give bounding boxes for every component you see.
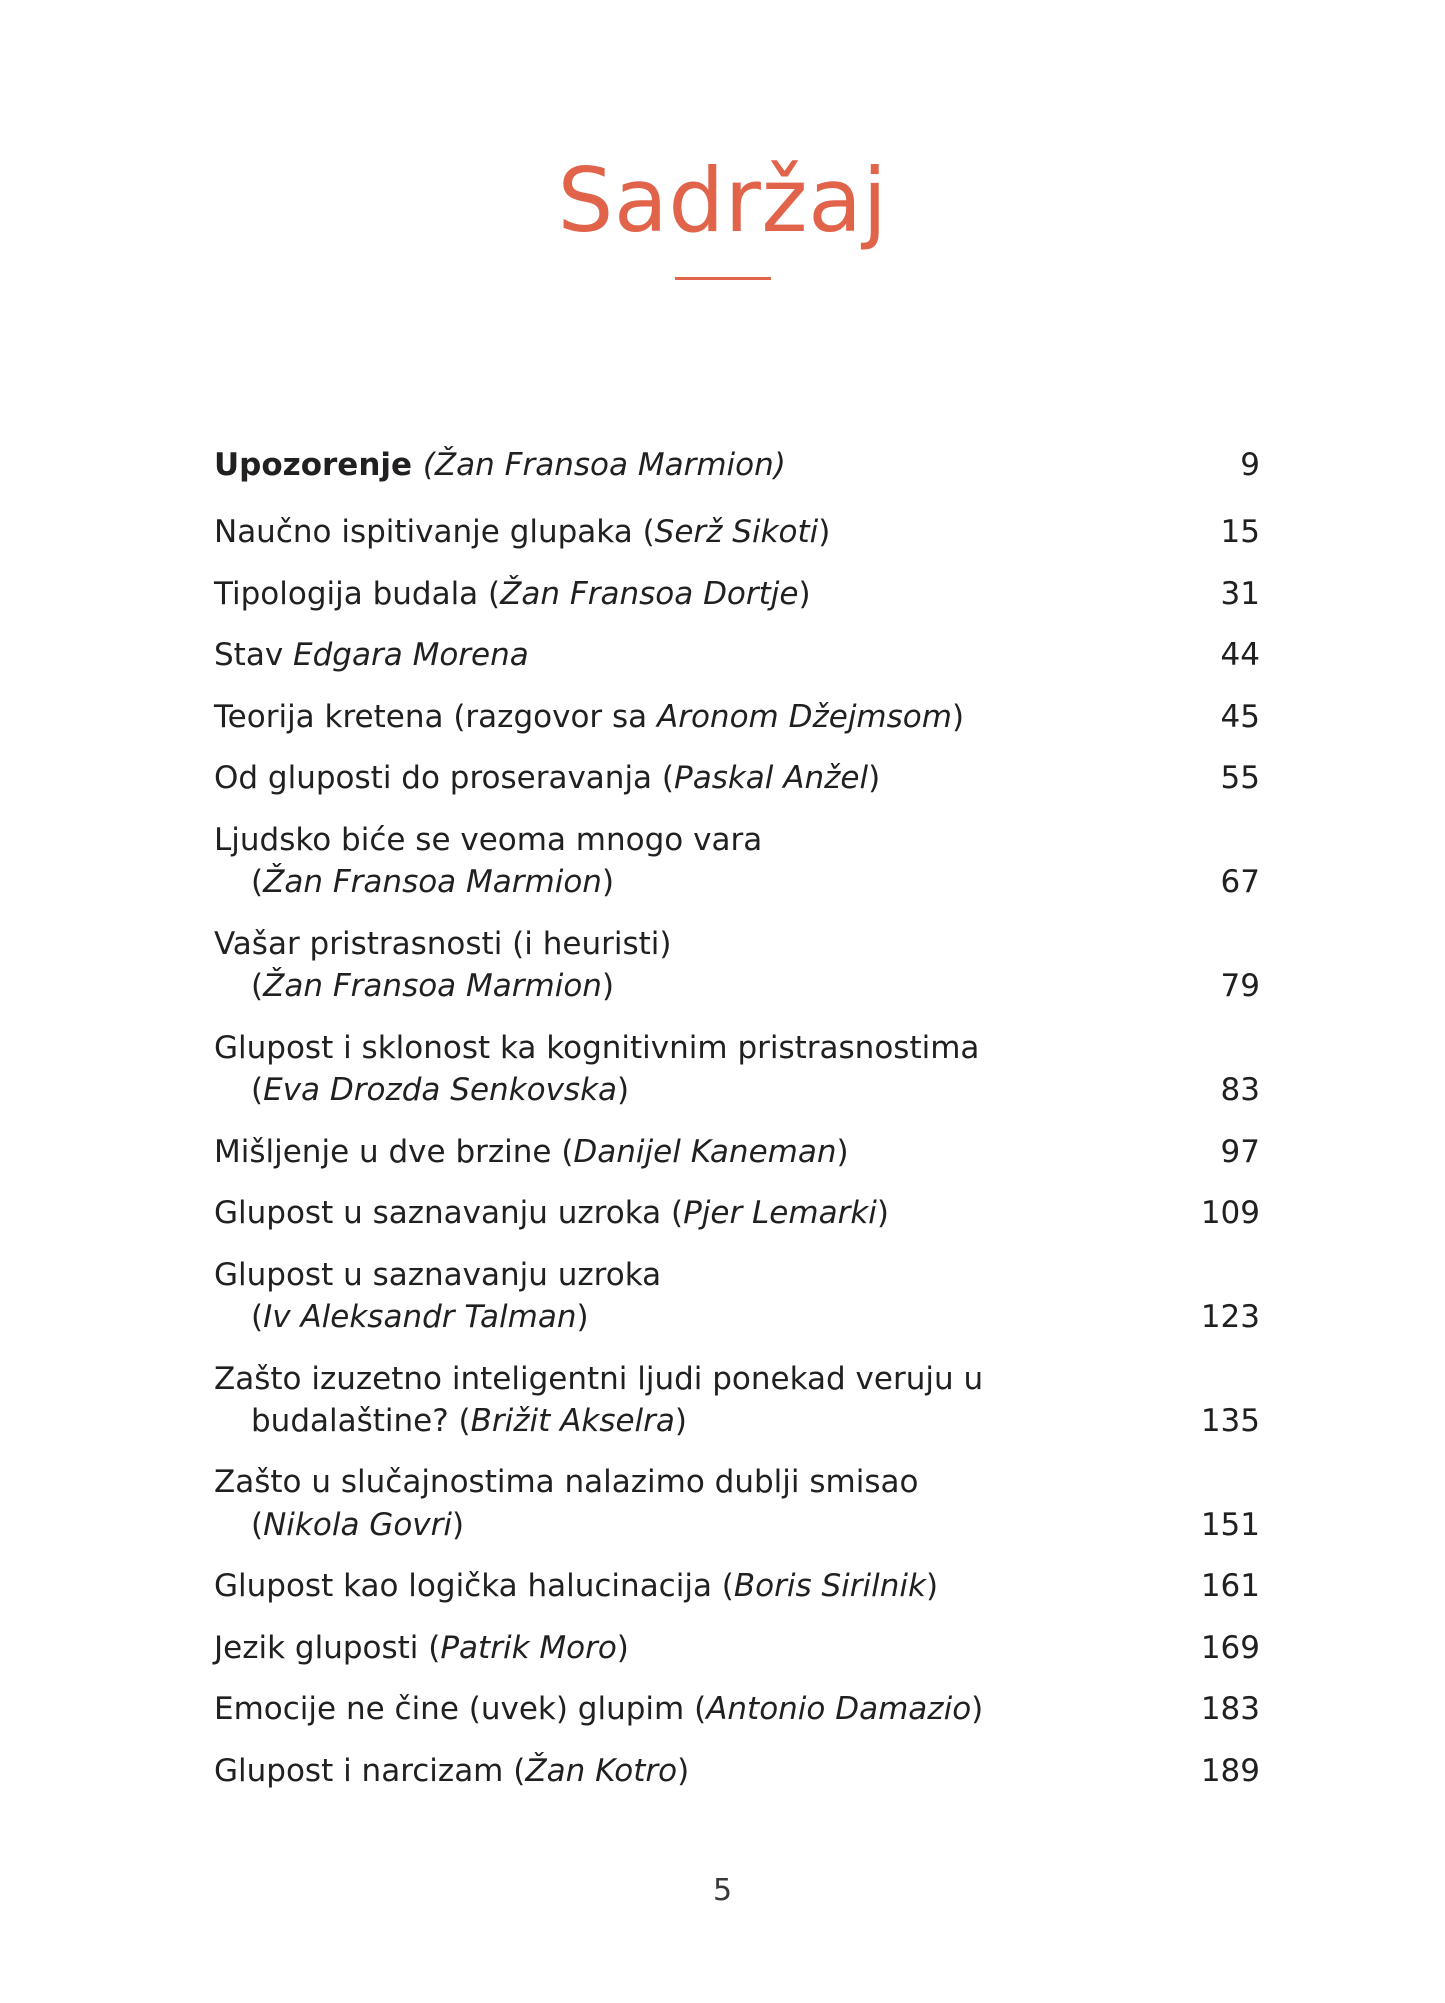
toc-entry-author: Eva Drozda Senkovska: [263, 1072, 618, 1109]
toc-entry-page-number: 9: [1240, 447, 1260, 483]
toc-entry[interactable]: [214, 511, 1260, 553]
toc-entry-title: [214, 1688, 1260, 1730]
toc-entry-author: Nikola Govri: [263, 1506, 452, 1543]
toc-entry-author: Brižit Akselra: [470, 1402, 675, 1439]
toc-entry-author: Paskal Anžel: [674, 760, 869, 797]
toc-entry-title: [214, 511, 1260, 553]
toc-entry-text: budalaštine? (: [251, 1402, 471, 1439]
title-divider: [675, 277, 771, 280]
toc-entry-author: Žan Fransoa Marmion: [263, 864, 602, 901]
toc-entry-line-continued: [214, 1504, 1090, 1546]
toc-entry-page-number: 151: [1200, 1506, 1260, 1543]
page-title: Sadržaj: [557, 149, 888, 252]
toc-entry-text: Glupost i narcizam (: [214, 1752, 526, 1789]
toc-entry-line: [214, 1134, 849, 1170]
toc-entry[interactable]: [214, 1358, 1260, 1443]
toc-entry-page-number: 79: [1220, 968, 1260, 1005]
toc-entry-title: [214, 634, 1260, 676]
toc-entry-line: [214, 1464, 918, 1500]
toc-entry[interactable]: [214, 634, 1260, 676]
toc-entry-line: [214, 1691, 983, 1727]
toc-entry-title: [214, 573, 1260, 615]
toc-entry-text: Upozorenje: [214, 447, 423, 483]
toc-entry-page-number: 189: [1200, 1752, 1260, 1789]
toc-entry-author: Boris Sirilnik: [733, 1568, 926, 1605]
toc-entry-line: [214, 447, 786, 483]
toc-entry-text: ): [818, 514, 831, 551]
toc-entry[interactable]: [214, 923, 1260, 1008]
toc-entry[interactable]: [214, 1192, 1260, 1234]
page-footer: [0, 1873, 1445, 1908]
toc-entry-author: Antonio Damazio: [706, 1691, 972, 1728]
toc-entry-text: Jezik gluposti (: [214, 1629, 441, 1666]
toc-entry-text: Glupost kao logička halucinacija (: [214, 1568, 734, 1605]
toc-entry-text: ): [617, 1072, 630, 1109]
toc-entry-title: [214, 819, 1260, 904]
toc-entry-text: ): [616, 1629, 629, 1666]
toc-entry-text: ): [971, 1691, 984, 1728]
toc-entry-line: [214, 1753, 689, 1789]
toc-entry-text: ): [951, 698, 965, 735]
toc-entry-line: [214, 760, 880, 796]
toc-entry-title: [214, 1358, 1260, 1443]
toc-entry-text: Ljudsko biće se veoma mnogo vara: [214, 821, 763, 858]
toc-entry-text: ): [798, 575, 811, 612]
toc-entry-text: Zašto izuzetno inteligentni ljudi ponekad veruju u: [214, 1360, 984, 1397]
toc-entry-page-number: 44: [1220, 637, 1260, 674]
toc-entry[interactable]: [214, 757, 1260, 799]
toc-entry-page-number: 109: [1200, 1195, 1260, 1232]
toc-entry-line: [214, 1030, 979, 1066]
toc-entry-page-number: 31: [1220, 575, 1260, 612]
toc-entry-text: (: [251, 968, 264, 1005]
toc-entry-title: [214, 1027, 1260, 1112]
toc-entry-page-number: 55: [1220, 760, 1260, 797]
toc-entry-text: ): [925, 1568, 939, 1605]
toc-entry-author: Iv Aleksandr Talman: [263, 1299, 577, 1336]
toc-entry-page-number: 169: [1200, 1629, 1260, 1666]
toc-entry-text: (: [251, 1506, 264, 1543]
toc-entry[interactable]: [214, 1688, 1260, 1730]
toc-entry-title: [214, 1254, 1260, 1339]
toc-entry-text: Od gluposti do proseravanja (: [214, 760, 675, 797]
toc-entry-line: [214, 576, 811, 612]
toc-entry-author: Žan Fransoa Marmion: [263, 968, 602, 1005]
toc-entry[interactable]: [214, 819, 1260, 904]
footer-page-number: 5: [712, 1873, 733, 1908]
toc-entry-text: (: [251, 1299, 264, 1336]
toc-entry[interactable]: [214, 1254, 1260, 1339]
toc-entry-page-number: 183: [1200, 1691, 1260, 1728]
toc-entry[interactable]: [214, 1627, 1260, 1669]
toc-entry-text: Emocije ne čine (uvek) glupim (: [214, 1691, 707, 1728]
toc-entry-page-number: 135: [1200, 1402, 1260, 1439]
toc-entry-text: ): [601, 864, 615, 901]
toc-entry-text: Glupost i sklonost ka kognitivnim pristrasnostima: [214, 1029, 980, 1066]
toc-entry-author: Pjer Lemarki: [683, 1195, 877, 1232]
toc-entry-text: Glupost u saznavanju uzroka: [214, 1256, 662, 1293]
toc-entry-text: Glupost u saznavanju uzroka (: [214, 1195, 684, 1232]
title-block: [0, 149, 1445, 280]
toc-entry-title: [214, 1627, 1260, 1669]
toc-entry-text: Vašar pristrasnosti (i heuristi): [214, 925, 672, 962]
toc-entry-title: [214, 1192, 1260, 1234]
toc-entry-title: [214, 757, 1260, 799]
toc-entry-title: [214, 1750, 1260, 1792]
toc-entry-page-number: 123: [1200, 1299, 1260, 1336]
toc-entry-title: [214, 444, 1260, 486]
toc-entry-line-continued: [214, 1400, 1090, 1442]
toc-entry-text: (: [251, 1072, 264, 1109]
toc-entry-text: ): [674, 1402, 688, 1439]
toc-entry-text: Teorija kretena (razgovor sa: [214, 698, 658, 735]
toc-entry-line-continued: [214, 1069, 1090, 1111]
toc-entry-text: Tipologija budala (: [214, 575, 501, 612]
toc-entry-line-continued: [214, 1296, 1090, 1338]
toc-entry-line: [214, 926, 671, 962]
toc-entry-line: [214, 822, 762, 858]
toc-entry-page-number: 161: [1200, 1568, 1260, 1605]
toc-entry-page-number: 45: [1220, 698, 1260, 735]
toc-entry-author: Patrik Moro: [440, 1629, 617, 1666]
toc-entry-text: Zašto u slučajnostima nalazimo dublji smisao: [214, 1464, 919, 1501]
toc-entry-line-continued: [214, 861, 1090, 903]
toc-entry[interactable]: [214, 444, 1260, 486]
toc-entry-page-number: 67: [1220, 864, 1260, 901]
toc-entry-text: ): [677, 1752, 690, 1789]
toc-entry-line: [214, 1195, 889, 1231]
toc-entry-text: (: [251, 864, 264, 901]
toc-entry-line: [214, 699, 964, 735]
toc-entry[interactable]: [214, 1461, 1260, 1546]
toc-entry-text: ): [876, 1195, 889, 1232]
toc-entry-title: [214, 1461, 1260, 1546]
toc-entry-line: [214, 514, 830, 550]
toc-entry-title: [214, 1565, 1260, 1607]
toc-entry-text: ): [601, 968, 615, 1005]
toc-entry-author: Aronom Džejmsom: [657, 698, 952, 735]
toc-entry-page-number: 83: [1220, 1072, 1260, 1109]
toc-entry-line: [214, 1257, 661, 1293]
toc-entry-text: ): [868, 760, 881, 797]
toc-entry-text: ): [576, 1299, 589, 1336]
toc-entry-line-continued: [214, 965, 1090, 1007]
toc-entry-line: [214, 1568, 938, 1604]
toc-entry-author: Edgara Morena: [293, 637, 529, 674]
toc-entry-author: Žan Kotro: [525, 1752, 678, 1789]
toc-entry-author: Žan Fransoa Dortje: [500, 575, 799, 612]
toc-entry[interactable]: [214, 696, 1260, 738]
toc-entry-title: [214, 696, 1260, 738]
toc-entry-page-number: 97: [1220, 1133, 1260, 1170]
toc-entry-author: Danijel Kaneman: [573, 1133, 837, 1170]
toc-entry-text: ): [836, 1133, 849, 1170]
table-of-contents: [214, 444, 1260, 1811]
toc-entry-title: [214, 923, 1260, 1008]
toc-entry-line: [214, 1630, 629, 1666]
toc-entry-text: Stav: [214, 637, 294, 674]
toc-entry-author: Serž Sikoti: [654, 514, 819, 551]
toc-entry[interactable]: [214, 1131, 1260, 1173]
toc-entry-text: ): [452, 1506, 465, 1543]
toc-entry-author: (Žan Fransoa Marmion): [422, 447, 786, 483]
toc-entry-line: [214, 637, 529, 673]
toc-entry-text: Mišljenje u dve brzine (: [214, 1133, 574, 1170]
toc-entry-title: [214, 1131, 1260, 1173]
toc-entry[interactable]: [214, 1027, 1260, 1112]
toc-entry-line: [214, 1361, 983, 1397]
toc-entry[interactable]: [214, 1565, 1260, 1607]
toc-entry[interactable]: [214, 1750, 1260, 1792]
toc-entry-text: Naučno ispitivanje glupaka (: [214, 514, 655, 551]
toc-entry-page-number: 15: [1220, 514, 1260, 551]
toc-entry[interactable]: [214, 573, 1260, 615]
